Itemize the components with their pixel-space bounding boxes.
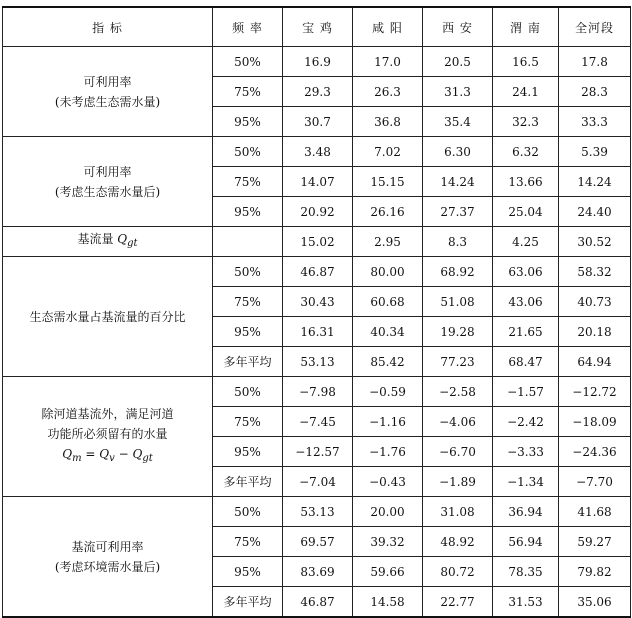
value-cell: 14.24 (423, 167, 493, 197)
value-cell: −1.76 (353, 437, 423, 467)
value-cell: 69.57 (283, 527, 353, 557)
value-cell: 53.13 (283, 347, 353, 377)
value-cell: 22.77 (423, 587, 493, 618)
formula-symbol: Q (99, 447, 110, 461)
formula-subscript: m (72, 453, 82, 464)
header-row (3, 7, 631, 47)
value-cell: 53.13 (283, 497, 353, 527)
value-cell: 46.87 (283, 587, 353, 618)
value-cell: 19.28 (423, 317, 493, 347)
value-cell: 20.18 (559, 317, 631, 347)
value-cell: 2.95 (353, 227, 423, 257)
table-wrapper (2, 6, 631, 618)
formula (7, 444, 208, 469)
value-cell: −0.43 (353, 467, 423, 497)
value-cell: 28.3 (559, 77, 631, 107)
value-cell: 80.72 (423, 557, 493, 587)
value-cell: 31.08 (423, 497, 493, 527)
value-cell: −1.34 (493, 467, 559, 497)
value-cell: 40.73 (559, 287, 631, 317)
value-cell: 21.65 (493, 317, 559, 347)
freq-cell: 50% (213, 377, 283, 407)
indicator-label: 基流可利用率 (71, 539, 144, 554)
value-cell: 78.35 (493, 557, 559, 587)
value-cell: −24.36 (559, 437, 631, 467)
value-cell: 20.92 (283, 197, 353, 227)
value-cell: 3.48 (283, 137, 353, 167)
formula-subscript: v (109, 453, 115, 464)
value-cell: 26.16 (353, 197, 423, 227)
formula-symbol: Q (62, 447, 73, 461)
value-cell: 59.27 (559, 527, 631, 557)
value-cell: −3.33 (493, 437, 559, 467)
freq-cell: 50% (213, 257, 283, 287)
formula-subscript: gt (142, 453, 153, 464)
value-cell: 51.08 (423, 287, 493, 317)
value-cell: 80.00 (353, 257, 423, 287)
header-frequency: 频 率 (213, 7, 283, 47)
value-cell: 40.34 (353, 317, 423, 347)
freq-cell: 95% (213, 437, 283, 467)
freq-cell: 75% (213, 167, 283, 197)
formula-subscript: gt (127, 238, 138, 249)
indicator-cell (3, 257, 213, 377)
value-cell: 30.43 (283, 287, 353, 317)
value-cell: 17.0 (353, 47, 423, 77)
value-cell: −12.72 (559, 377, 631, 407)
value-cell: −2.58 (423, 377, 493, 407)
indicator-label: 可利用率 (83, 74, 132, 89)
indicator-label: 可利用率 (83, 164, 132, 179)
value-cell: 63.06 (493, 257, 559, 287)
freq-cell: 50% (213, 137, 283, 167)
value-cell: 60.68 (353, 287, 423, 317)
value-cell: 41.68 (559, 497, 631, 527)
value-cell: 48.92 (423, 527, 493, 557)
indicator-label: 生态需水量占基流量的百分比 (29, 309, 186, 324)
table-row (3, 497, 631, 527)
table-row (3, 377, 631, 407)
freq-cell: 75% (213, 77, 283, 107)
freq-cell: 95% (213, 107, 283, 137)
value-cell: −12.57 (283, 437, 353, 467)
value-cell: 58.32 (559, 257, 631, 287)
value-cell: −7.98 (283, 377, 353, 407)
indicator-sublabel: (考虑环境需水量后) (54, 559, 161, 574)
value-cell: 46.87 (283, 257, 353, 287)
indicator-cell (3, 227, 213, 257)
value-cell: 33.3 (559, 107, 631, 137)
freq-cell: 多年平均 (213, 467, 283, 497)
value-cell: 85.42 (353, 347, 423, 377)
freq-cell: 95% (213, 197, 283, 227)
value-cell: −1.57 (493, 377, 559, 407)
value-cell: 56.94 (493, 527, 559, 557)
indicator-cell (3, 497, 213, 618)
data-table (2, 6, 631, 618)
value-cell: 36.8 (353, 107, 423, 137)
value-cell: 16.5 (493, 47, 559, 77)
value-cell: 32.3 (493, 107, 559, 137)
value-cell: 43.06 (493, 287, 559, 317)
value-cell: 59.66 (353, 557, 423, 587)
value-cell: −18.09 (559, 407, 631, 437)
freq-cell: 75% (213, 287, 283, 317)
value-cell: 15.15 (353, 167, 423, 197)
value-cell: 31.53 (493, 587, 559, 618)
header-xian: 西 安 (423, 7, 493, 47)
value-cell: 31.3 (423, 77, 493, 107)
freq-cell: 95% (213, 317, 283, 347)
value-cell: 20.5 (423, 47, 493, 77)
table-row (3, 137, 631, 167)
indicator-cell (3, 377, 213, 497)
indicator-cell (3, 137, 213, 227)
freq-cell: 75% (213, 407, 283, 437)
formula-symbol: Q (117, 232, 128, 246)
freq-cell: 多年平均 (213, 347, 283, 377)
value-cell: 14.58 (353, 587, 423, 618)
value-cell: 8.3 (423, 227, 493, 257)
header-all: 全河段 (559, 7, 631, 47)
value-cell: −6.70 (423, 437, 493, 467)
formula-operator: − (114, 447, 133, 461)
indicator-cell (3, 47, 213, 137)
table-row (3, 257, 631, 287)
value-cell: 16.31 (283, 317, 353, 347)
value-cell: −4.06 (423, 407, 493, 437)
value-cell: 26.3 (353, 77, 423, 107)
indicator-sublabel: 功能所必须留有的水量 (47, 427, 168, 441)
value-cell: 7.02 (353, 137, 423, 167)
value-cell: 27.37 (423, 197, 493, 227)
value-cell: 77.23 (423, 347, 493, 377)
value-cell: 4.25 (493, 227, 559, 257)
formula-operator: = (81, 447, 100, 461)
value-cell: −1.16 (353, 407, 423, 437)
freq-cell: 多年平均 (213, 587, 283, 618)
value-cell: −2.42 (493, 407, 559, 437)
value-cell: −0.59 (353, 377, 423, 407)
freq-cell: 95% (213, 557, 283, 587)
formula-symbol: Q (132, 447, 143, 461)
value-cell: 5.39 (559, 137, 631, 167)
value-cell: 35.4 (423, 107, 493, 137)
header-indicator: 指 标 (3, 7, 213, 47)
value-cell: 6.32 (493, 137, 559, 167)
value-cell: −7.70 (559, 467, 631, 497)
header-baoji: 宝 鸡 (283, 7, 353, 47)
freq-cell: 75% (213, 527, 283, 557)
indicator-sublabel: (考虑生态需水量后) (54, 184, 161, 199)
value-cell: 16.9 (283, 47, 353, 77)
value-cell: −1.89 (423, 467, 493, 497)
value-cell: 68.92 (423, 257, 493, 287)
value-cell: 24.40 (559, 197, 631, 227)
value-cell: 39.32 (353, 527, 423, 557)
value-cell: 20.00 (353, 497, 423, 527)
value-cell: 6.30 (423, 137, 493, 167)
value-cell: 30.7 (283, 107, 353, 137)
value-cell: 30.52 (559, 227, 631, 257)
indicator-sublabel: (未考虑生态需水量) (54, 94, 161, 109)
indicator-label: 基流量 (77, 232, 118, 246)
value-cell: 79.82 (559, 557, 631, 587)
value-cell: 14.24 (559, 167, 631, 197)
value-cell: 29.3 (283, 77, 353, 107)
value-cell: 35.06 (559, 587, 631, 618)
value-cell: 64.94 (559, 347, 631, 377)
freq-cell: 50% (213, 47, 283, 77)
value-cell: −7.04 (283, 467, 353, 497)
value-cell: 13.66 (493, 167, 559, 197)
value-cell: 14.07 (283, 167, 353, 197)
table-row (3, 227, 631, 257)
value-cell: 68.47 (493, 347, 559, 377)
value-cell: 36.94 (493, 497, 559, 527)
freq-cell (213, 227, 283, 257)
value-cell: 17.8 (559, 47, 631, 77)
indicator-label: 除河道基流外，满足河道 (41, 407, 174, 421)
freq-cell: 50% (213, 497, 283, 527)
header-xianyang: 咸 阳 (353, 7, 423, 47)
header-weinan: 渭 南 (493, 7, 559, 47)
value-cell: 15.02 (283, 227, 353, 257)
value-cell: 24.1 (493, 77, 559, 107)
table-row (3, 47, 631, 77)
value-cell: 83.69 (283, 557, 353, 587)
value-cell: 25.04 (493, 197, 559, 227)
value-cell: −7.45 (283, 407, 353, 437)
